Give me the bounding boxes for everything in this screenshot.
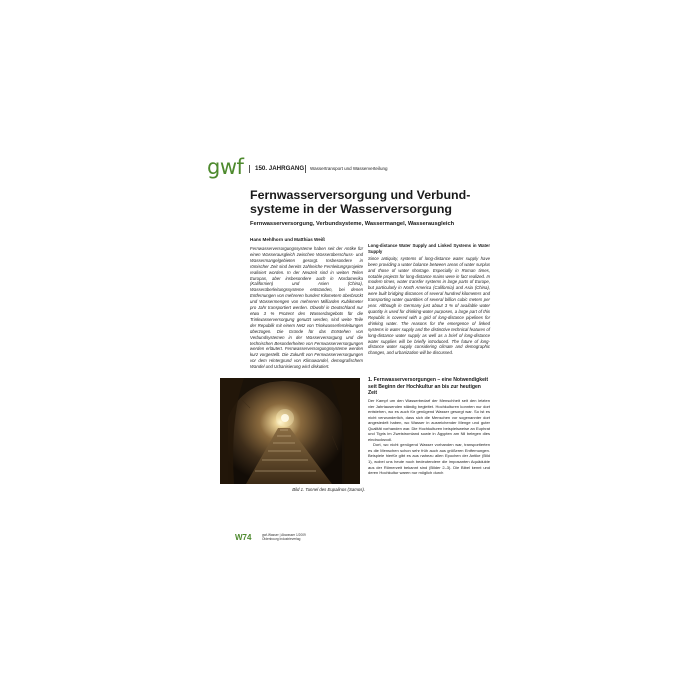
abstract-english-title: Long-distance Water Supply and Linked Systems in Water Supply	[368, 243, 490, 254]
body-paragraph: Der Kampf um den Wasserbedarf der Menschheit seit den letzten vier Jahrtausenden ständig begleitet. Hochkulturen konnten nur dort entstehen, wo es auch für genügend Wasser gesorgt war. So ist es nicht verwunderlich, dass sich die Menschen vor sogenannter dort angesiedelt haben, wo Wasser in ausreichender Menge und guter Qualität vorhanden war. Die Hochkulturen beispielsweise an Euphrat und Tigris im Zweistromland sowie in Ägypten am Nil belegen dies eindrucksvoll.	[368, 398, 490, 442]
article-authors: Hans Mehlhorn und Matthias Weiß	[250, 237, 325, 242]
page-header	[200, 156, 500, 178]
body-text	[368, 398, 490, 510]
photo-caption: Bild 1. Tunnel des Eupalinos (Samos).	[292, 487, 365, 492]
tunnel-photo	[220, 378, 360, 484]
section-heading: 1. Fernwasserversorgungen – eine Notwendigkeit seit Beginn der Hochkultur an bis zur heutigen Zeit	[368, 377, 489, 397]
page-number: W74	[235, 533, 252, 542]
journal-logo: gwf	[207, 155, 244, 179]
section-label: Wassertransport und Wasserverteilung	[310, 166, 388, 171]
header-divider	[249, 165, 250, 173]
article-keywords: Fernwasserversorgung, Verbundsysteme, Wassermangel, Wasserausgleich	[250, 221, 455, 227]
tunnel-photo-image	[220, 378, 360, 484]
footer-meta	[262, 533, 306, 541]
volume-label: 150. JAHRGANG	[255, 165, 305, 172]
body-paragraph: Dort, wo nicht genügend Wasser vorhanden war, transportierten es die Menschen schon sehr früh auch aus größeren Entfernungen. Beispiele hierfür gibt es aus nahezu allen Epochen der Antike (Bild 1), wobei uns heute noch bedeutendere die imposanten Aquädukte aus der Römerzeit bekannt sind (Bilder 2–3). Die Bibel kennt und deren Hochkultur waren nur möglich durch	[368, 442, 490, 476]
journal-page	[200, 150, 500, 550]
footer-meta-line: gwf-Wasser | Abwasser 1/2009	[262, 533, 306, 537]
article-title: Fernwasserversorgung und Verbund-systeme in der Wasserversorgung	[250, 188, 471, 216]
abstract-german-text: Fernwasserversorgungssysteme haben seit der Antike für einen Wasserausgleich zwischen Wasserüberschuss- und Wassermangelgebieten gesorgt. Insbesondere in römischer Zeit sind bereits zahlreiche Fernleitungsprojekte realisiert worden. In der Neuzeit sind in weiten Teilen Europas, aber insbesondere auch in Nordamerika (Kalifornien) und Asien (China), Wasserüberleitungssysteme entstanden, bei denen Entfernungen von mehreren hundert Kilometern überbrückt und Wassermengen von mehreren Milliarden Kubikmeter pro Jahr transportiert werden. Obwohl in Deutschland nur etwa 3 % Prozent des Wasserdargebots für die Trinkwasserversorgung genutzt werden, sind weite Teile der Republik mit einem Netz von Trinkwasserfernleitungen überzogen. Die Gründe für das Entstehen von Verbundsystemen in der Wasserversorgung und die technischen Besonderheiten von Fernwasserversorgungen werden erläutert. Fernwasserversorgungssysteme werden kurz vorgestellt. Die Zukunft von Fernwasserversorgungen vor dem Hintergrund von Klimawandel, demografischem Wandel und Urbanisierung wird diskutiert.	[250, 246, 363, 370]
header-divider	[305, 165, 306, 173]
abstract-english-text: Since antiquity, systems of long-distance water supply have been providing a water balance between areas of water surplus and those of water shortage. Especially in Roman times, notable projects for long-distance mains were in fact realized. In modern times, water transfer systems in large parts of Europe, but particularly in North America (California) and Asia (China), were built bridging distances of several hundred kilometers and transporting water quantities of several billion cubic meters per year. Although in Germany just about 3 % of available water quantity is used for drinking-water purposes, a large part of this Republic is covered with a grid of long-distance pipelines for drinking water. The reasons for the emergence of linked systems in water supply and the distinctive technical features of long-distance water supply as well as a brief of long-distance water supplies will be briefly introduced. The future of long-distance water supply considering climate and demographic changes, and urbanization will be discussed.	[368, 255, 490, 356]
abstract-german	[250, 246, 363, 370]
footer-meta-line: Oldenbourg Industrieverlag	[262, 537, 301, 542]
abstract-english	[368, 243, 490, 363]
